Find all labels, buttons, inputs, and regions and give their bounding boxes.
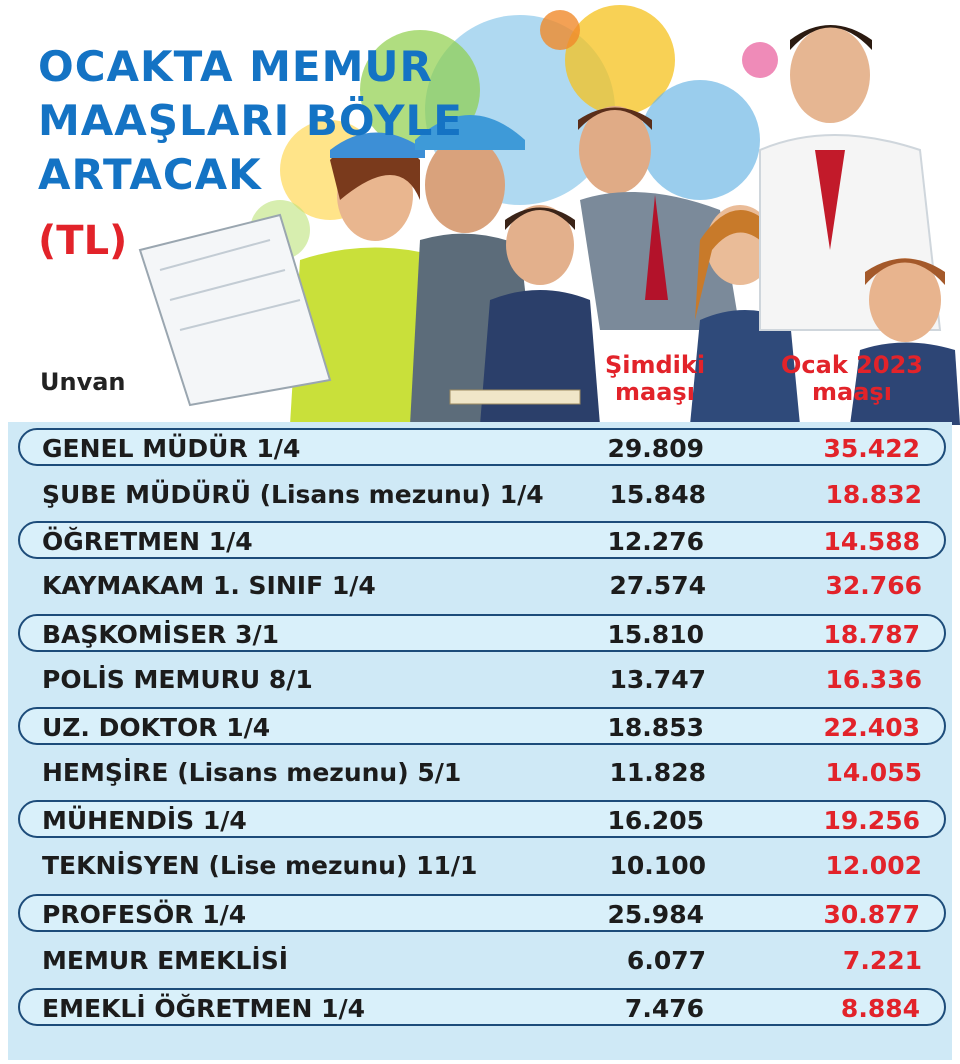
row-new-salary: 18.832 [825,480,922,509]
row-title: KAYMAKAM 1. SINIF 1/4 [42,571,376,600]
row-title: EMEKLİ ÖĞRETMEN 1/4 [42,994,365,1023]
title-line-2: MAAŞLARI BÖYLE [38,96,463,145]
table-row [18,754,946,792]
table-row [18,476,946,514]
row-title: MÜHENDİS 1/4 [42,806,247,835]
title-line-3: ARTACAK [38,150,262,199]
table-row [18,988,946,1026]
row-current-salary: 25.984 [607,900,704,929]
page-title [38,40,463,202]
row-title: PROFESÖR 1/4 [42,900,247,929]
row-current-salary: 18.853 [607,713,704,742]
row-title: BAŞKOMİSER 3/1 [42,620,280,649]
table-row [18,707,946,745]
column-header-title: Unvan [40,368,126,396]
row-title: ŞUBE MÜDÜRÜ (Lisans mezunu) 1/4 [42,480,544,509]
row-title: GENEL MÜDÜR 1/4 [42,434,301,463]
column-header-new [770,352,934,406]
row-title: POLİS MEMURU 8/1 [42,665,313,694]
column-header-current [588,352,722,406]
row-title: MEMUR EMEKLİSİ [42,946,289,975]
table-row [18,800,946,838]
row-current-salary: 10.100 [609,851,706,880]
row-current-salary: 27.574 [609,571,706,600]
row-new-salary: 14.588 [823,527,920,556]
row-current-salary: 6.077 [626,946,706,975]
table-row [18,428,946,466]
table-row [18,894,946,932]
table-row [18,661,946,699]
row-new-salary: 19.256 [823,806,920,835]
row-current-salary: 13.747 [609,665,706,694]
table-row [18,942,946,980]
table-row [18,521,946,559]
row-new-salary: 16.336 [825,665,922,694]
column-header-new-line1: Ocak 2023 [781,351,923,379]
row-new-salary: 7.221 [842,946,922,975]
table-row [18,847,946,885]
row-new-salary: 35.422 [823,434,920,463]
row-new-salary: 30.877 [823,900,920,929]
column-header-current-line1: Şimdiki [604,351,706,379]
row-current-salary: 15.848 [609,480,706,509]
row-new-salary: 22.403 [823,713,920,742]
row-current-salary: 12.276 [607,527,704,556]
header-illustration [0,0,960,425]
row-title: TEKNİSYEN (Lise mezunu) 11/1 [42,851,478,880]
table-row [18,567,946,605]
row-current-salary: 15.810 [607,620,704,649]
table-row [18,614,946,652]
salary-table [8,422,952,1060]
row-new-salary: 8.884 [840,994,920,1023]
row-new-salary: 14.055 [825,758,922,787]
row-new-salary: 12.002 [825,851,922,880]
row-new-salary: 32.766 [825,571,922,600]
row-current-salary: 16.205 [607,806,704,835]
row-current-salary: 11.828 [609,758,706,787]
row-current-salary: 29.809 [607,434,704,463]
column-header-current-line2: maaşı [615,378,695,406]
row-new-salary: 18.787 [823,620,920,649]
row-title: HEMŞİRE (Lisans mezunu) 5/1 [42,758,462,787]
title-line-1: OCAKTA MEMUR [38,42,433,91]
row-current-salary: 7.476 [624,994,704,1023]
currency-unit: (TL) [38,218,128,264]
row-title: UZ. DOKTOR 1/4 [42,713,271,742]
column-header-new-line2: maaşı [812,378,892,406]
row-title: ÖĞRETMEN 1/4 [42,527,253,556]
